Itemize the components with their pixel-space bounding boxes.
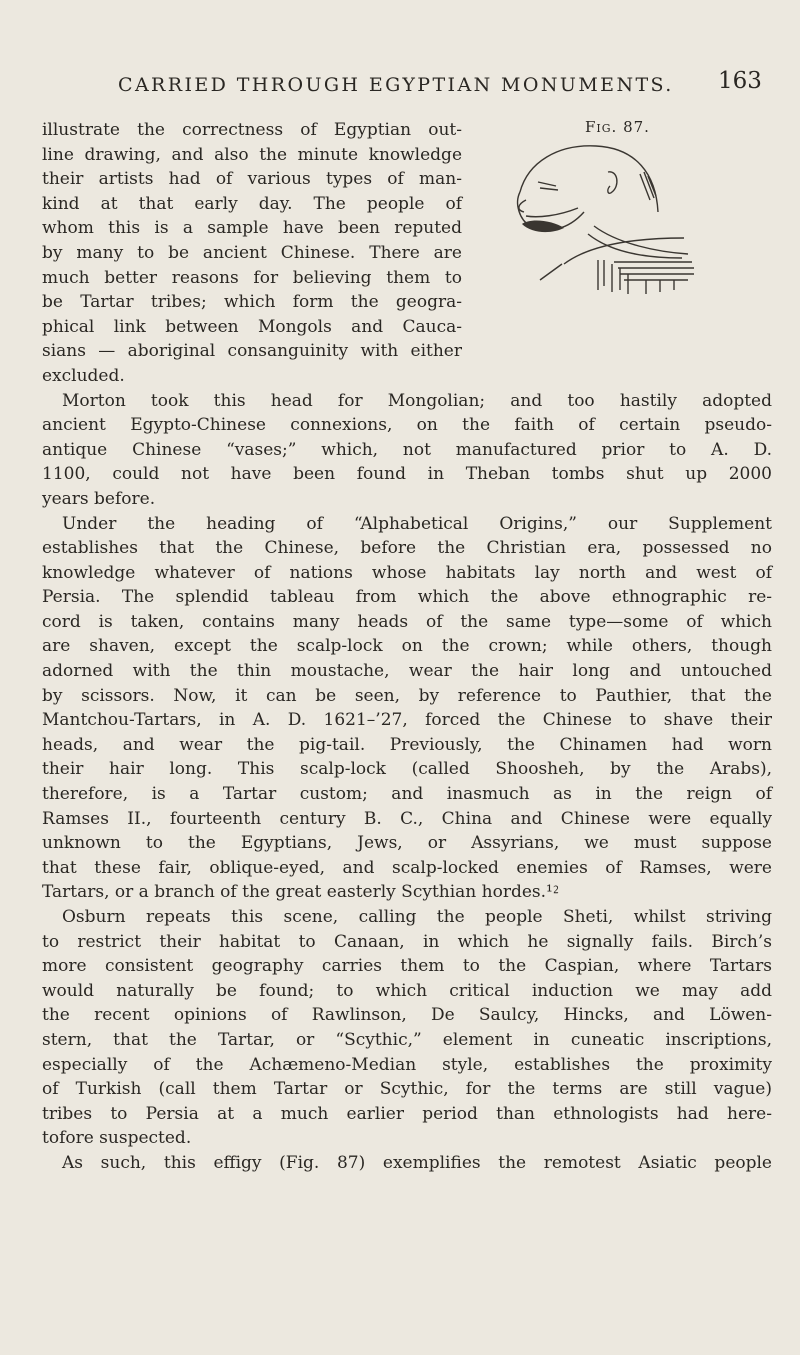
- text-line: Under the heading of “Alphabetical Origins,” our Supplement: [62, 513, 772, 534]
- running-header: CARRIED THROUGH EGYPTIAN MONUMENTS.: [118, 74, 674, 96]
- text-line: are shaven, except the scalp-lock on the crown; while others, though: [42, 636, 772, 657]
- text-line: line drawing, and also the minute knowledge: [42, 144, 462, 165]
- text-line: more consistent geography carries them to the Caspian, where Tartars: [42, 956, 772, 977]
- text-line: whom this is a sample have been reputed: [42, 218, 462, 239]
- text-line: cord is taken, contains many heads of the same type—some of which: [42, 611, 772, 632]
- text-line: ancient Egypto-Chinese connexions, on the faith of certain pseudo-: [42, 415, 772, 436]
- page-number: 163: [718, 68, 762, 94]
- text-line: illustrate the correctness of Egyptian out-: [42, 120, 462, 140]
- text-line: would naturally be found; to which critical induction we may add: [42, 980, 772, 1001]
- text-line: Ramses II., fourteenth century B. C., China and Chinese were equally: [42, 808, 772, 829]
- text-line: that these fair, oblique-eyed, and scalp-locked enemies of Ramses, were: [42, 857, 772, 878]
- text-line: unknown to the Egyptians, Jews, or Assyrians, we must suppose: [42, 833, 772, 854]
- text-line: tofore suspected.: [42, 1128, 192, 1149]
- text-line: As such, this effigy (Fig. 87) exemplifies the remotest Asiatic people: [62, 1152, 772, 1173]
- text-line: establishes that the Chinese, before the Christian era, possessed no: [42, 538, 772, 559]
- text-line: of Turkish (call them Tartar or Scythic, for the terms are still vague): [42, 1079, 772, 1100]
- text-line: especially of the Achæmeno-Median style, establishes the proximity: [42, 1054, 772, 1075]
- text-line: antique Chinese “vases;” which, not manufactured prior to A. D.: [42, 439, 772, 460]
- text-line: by scissors. Now, it can be seen, by reference to Pauthier, that the: [42, 685, 772, 706]
- text-line: Persia. The splendid tableau from which the above ethnographic re-: [42, 587, 772, 608]
- text-line: be Tartar tribes; which form the geogra-: [42, 292, 462, 313]
- text-line: phical link between Mongols and Cauca-: [42, 316, 462, 337]
- text-line: sians — aboriginal consanguinity with either: [42, 341, 462, 362]
- text-line: to restrict their habitat to Canaan, in which he signally fails. Birch’s: [42, 931, 772, 952]
- text-line: their artists had of various types of man-: [42, 169, 462, 190]
- text-line: Tartars, or a branch of the great easterly Scythian hordes.¹⁲: [42, 882, 559, 903]
- text-line: their hair long. This scalp-lock (called Shoosheh, by the Arabs),: [42, 759, 772, 780]
- text-line: by many to be ancient Chinese. There are: [42, 242, 462, 263]
- text-line: the recent opinions of Rawlinson, De Saulcy, Hincks, and Löwen-: [42, 1005, 772, 1026]
- text-line: tribes to Persia at a much earlier period than ethnologists had here-: [42, 1103, 772, 1124]
- text-line: Morton took this head for Mongolian; and too hastily adopted: [62, 390, 772, 411]
- text-line: stern, that the Tartar, or “Scythic,” element in cuneatic inscriptions,: [42, 1029, 772, 1050]
- text-line: kind at that early day. The people of: [42, 193, 462, 214]
- figure-caption: Fig. 87.: [585, 118, 650, 136]
- text-line: heads, and wear the pig-tail. Previously, the Chinamen had worn: [42, 734, 772, 755]
- body-text: [42, 118, 772, 1176]
- text-line: excluded.: [42, 365, 125, 386]
- text-line: therefore, is a Tartar custom; and inasmuch as in the reign of: [42, 784, 772, 805]
- text-line: knowledge whatever of nations whose habitats lay north and west of: [42, 562, 772, 583]
- text-line: 1100, could not have been found in Theban tombs shut up 2000: [42, 464, 772, 485]
- text-line: Osburn repeats this scene, calling the people Sheti, whilst striving: [62, 907, 772, 927]
- text-line: years before.: [42, 488, 156, 509]
- text-line: adorned with the thin moustache, wear the hair long and untouched: [42, 661, 772, 682]
- text-line: much better reasons for believing them to: [42, 267, 462, 288]
- text-line: Mantchou-Tartars, in A. D. 1621–’27, forced the Chinese to shave their: [42, 710, 772, 731]
